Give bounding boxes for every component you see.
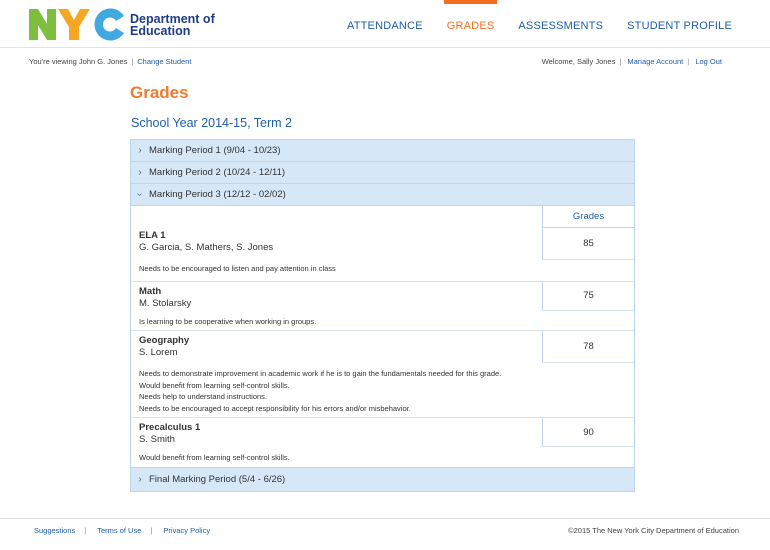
main-nav — [323, 0, 732, 48]
chevron-right-icon: › — [138, 473, 142, 485]
final-marking-period-row[interactable] — [131, 468, 634, 491]
logo-line-1: Department of — [130, 11, 215, 26]
course-teachers: G. Garcia, S. Mathers, S. Jones — [139, 242, 274, 253]
comment-line: Would benefit from learning self-control skills. — [139, 380, 290, 390]
course-grade: 90 — [542, 418, 634, 447]
course-name: Math — [139, 285, 162, 297]
terms-of-use-link[interactable]: Terms of Use — [97, 526, 142, 535]
grades-column-header: Grades — [542, 206, 634, 228]
course-row — [131, 331, 634, 418]
welcome-text: Welcome, Sally Jones — [541, 57, 616, 66]
logo-text — [130, 13, 215, 37]
course-grade: 85 — [542, 228, 634, 260]
privacy-policy-link[interactable]: Privacy Policy — [163, 526, 211, 535]
nyc-logo-icon — [29, 8, 125, 41]
copyright-text: ©2015 The New York City Department of Education — [568, 526, 739, 535]
comment-line: Would benefit from learning self-control skills. — [139, 453, 290, 462]
chevron-down-icon: › — [134, 192, 146, 197]
marking-period-label: Marking Period 1 (9/04 - 10/23) — [149, 145, 281, 156]
course-name: Precalculus 1 — [139, 422, 201, 433]
comment-line: Needs to demonstrate improvement in academic work if he is to gain the fundamentals needed for this grade. — [139, 369, 502, 378]
school-year-heading: School Year 2014-15, Term 2 — [131, 116, 292, 130]
course-comments — [131, 363, 634, 417]
course-name: Geography — [139, 335, 190, 346]
marking-period-1-row[interactable] — [131, 140, 634, 162]
marking-period-label: Final Marking Period (5/4 - 6/26) — [149, 473, 286, 485]
course-comments — [131, 313, 634, 331]
student-context: You're viewing John G. Jones | Change Student — [29, 57, 192, 66]
comment-line: Is learning to be cooperative when working in groups. — [139, 316, 317, 326]
nyc-doe-logo[interactable] — [29, 8, 215, 41]
marking-periods-panel — [130, 139, 635, 492]
course-grade: 75 — [542, 282, 634, 311]
nav-grades[interactable]: GRADES — [447, 0, 495, 48]
nav-attendance[interactable]: ATTENDANCE — [346, 20, 423, 32]
site-header — [0, 0, 770, 48]
course-teachers: S. Smith — [139, 434, 175, 445]
site-footer — [0, 518, 770, 550]
logo-line-2: Education — [130, 23, 191, 38]
grades-table-header — [131, 206, 634, 228]
page-title: Grades — [130, 83, 189, 102]
change-student-link[interactable]: Change Student — [137, 57, 192, 66]
course-comments — [131, 260, 634, 281]
course-name: ELA 1 — [139, 230, 166, 241]
manage-account-link[interactable]: Manage Account — [627, 57, 684, 66]
course-teachers: S. Lorem — [139, 347, 178, 358]
marking-period-2-row[interactable] — [131, 162, 634, 184]
nav-assessments[interactable]: ASSESSMENTS — [518, 20, 604, 32]
course-row — [131, 228, 634, 282]
suggestions-link[interactable]: Suggestions — [34, 526, 76, 535]
comment-line: Needs help to understand instructions. — [139, 392, 267, 401]
chevron-right-icon: › — [138, 167, 142, 178]
course-comments — [131, 449, 634, 467]
marking-period-label: Marking Period 3 (12/12 - 02/02) — [149, 189, 286, 200]
course-grade: 78 — [542, 331, 634, 363]
footer-links: Suggestions | Terms of Use | Privacy Policy — [34, 526, 211, 535]
viewing-student-text: You're viewing John G. Jones — [29, 57, 128, 66]
log-out-link[interactable]: Log Out — [695, 57, 722, 66]
comment-line: Needs to be encouraged to accept responsibility for his errors and/or misbehavior. — [139, 403, 411, 413]
course-teachers: M. Stolarsky — [139, 297, 192, 309]
course-row — [131, 418, 634, 467]
account-links: Welcome, Sally Jones | Manage Account | Log Out — [541, 57, 722, 66]
nav-student-profile[interactable]: STUDENT PROFILE — [627, 20, 732, 32]
chevron-right-icon: › — [138, 145, 142, 156]
marking-period-label: Marking Period 2 (10/24 - 12/11) — [149, 167, 286, 178]
marking-period-3-row[interactable] — [131, 184, 634, 206]
grades-table — [131, 206, 634, 468]
comment-line: Needs to be encouraged to listen and pay attention in class — [139, 264, 336, 273]
account-bar — [0, 52, 770, 72]
course-row — [131, 282, 634, 332]
